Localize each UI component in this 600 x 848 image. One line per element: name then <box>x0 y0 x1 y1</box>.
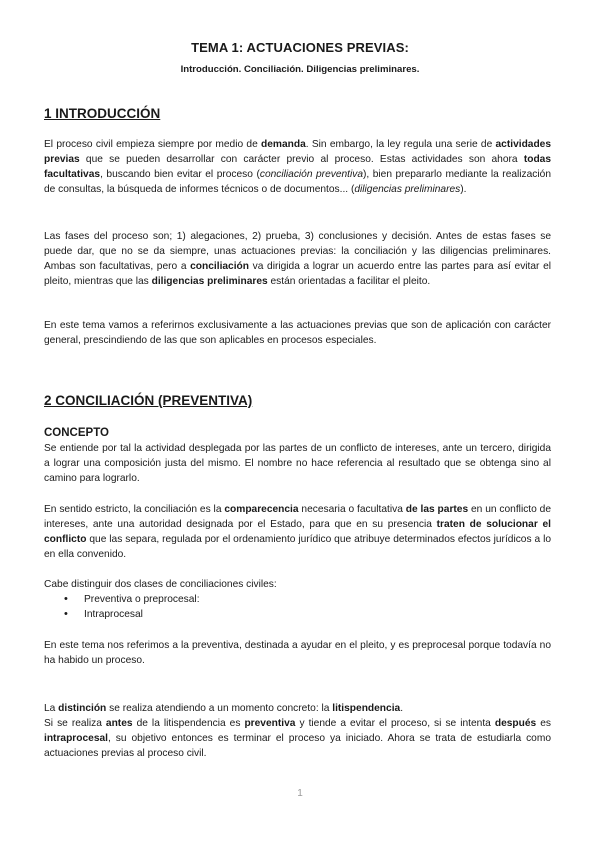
classes-intro: Cabe distinguir dos clases de conciliaciones civiles: <box>44 579 277 590</box>
preventive-paragraph: En este tema nos referimos a la preventiva, destinada a ayudar en el pleito, y es preprocesal porque todavía no ha habido un proceso. <box>44 640 551 666</box>
conciliation-classes-list <box>64 592 200 622</box>
concept-subheading: CONCEPTO <box>44 427 109 439</box>
document-title: TEMA 1: ACTUACIONES PREVIAS: <box>191 40 409 55</box>
concept-paragraph-1: Se entiende por tal la actividad desplegada por las partes de un conflicto de intereses, ante un tercero, dirigida a lograr una composición justa del mismo. El nombre no hace referencia al resultado que se obtenga sino al camino para lograrlo. <box>44 443 551 484</box>
section-1-heading: 1 INTRODUCCIÓN <box>44 106 161 121</box>
page-number: 1 <box>297 788 303 799</box>
document-subtitle: Introducción. Conciliación. Diligencias preliminares. <box>180 64 420 75</box>
distinction-paragraph: La distinción se realiza atendiendo a un momento concreto: la litispendencia. <box>44 703 404 714</box>
section-2-heading: 2 CONCILIACIÓN (PREVENTIVA) <box>44 393 253 408</box>
list-item: • Intraprocesal <box>64 607 200 622</box>
intro-paragraph-2: Las fases del proceso son; 1) alegaciones, 2) prueba, 3) conclusiones y decisión. Antes de estas fases se puede dar, que no se da siempre, unas actuaciones previas: la conciliación y las diligencias preliminares. Ambas son facultativas, pero a conciliación va dirigida a lograr un acuerdo entre las partes para así evitar el pleito, mientras que las diligencias preliminares están orientadas a facilitar el pleito. <box>44 231 552 287</box>
intro-paragraph-1: El proceso civil empieza siempre por medio de demanda. Sin embargo, la ley regula una serie de actividades previas que se pueden desarrollar con carácter previo al proceso. Estas actividades son ahora todas facultativas, buscando bien evitar el proceso (conciliación preventiva), bien prepararlo mediante la realización de consultas, la búsqueda de informes técnicos o de documentos... (diligencias preliminares). <box>44 139 552 195</box>
litispendencia-paragraph: Si se realiza antes de la litispendencia es preventiva y tiende a evitar el proceso, si se intenta después es intraprocesal, su objetivo entonces es terminar el proceso ya iniciado. Ahora se trata de estudiarla como actuaciones previas al proceso civil. <box>44 718 551 759</box>
intro-paragraph-3: En este tema vamos a referirnos exclusivamente a las actuaciones previas que son de aplicación con carácter general, prescindiendo de las que son aplicables en procesos especiales. <box>44 320 551 346</box>
concept-paragraph-2: En sentido estricto, la conciliación es la comparecencia necesaria o facultativa de las partes en un conflicto de intereses, ante una autoridad designada por el Estado, para que en su presencia traten de solucionar el conflicto que las separa, regulada por el ordenamiento jurídico que atribuye determinados efectos jurídicos a lo en ella convenido. <box>44 504 551 560</box>
list-item: • Preventiva o preprocesal: <box>64 592 200 607</box>
